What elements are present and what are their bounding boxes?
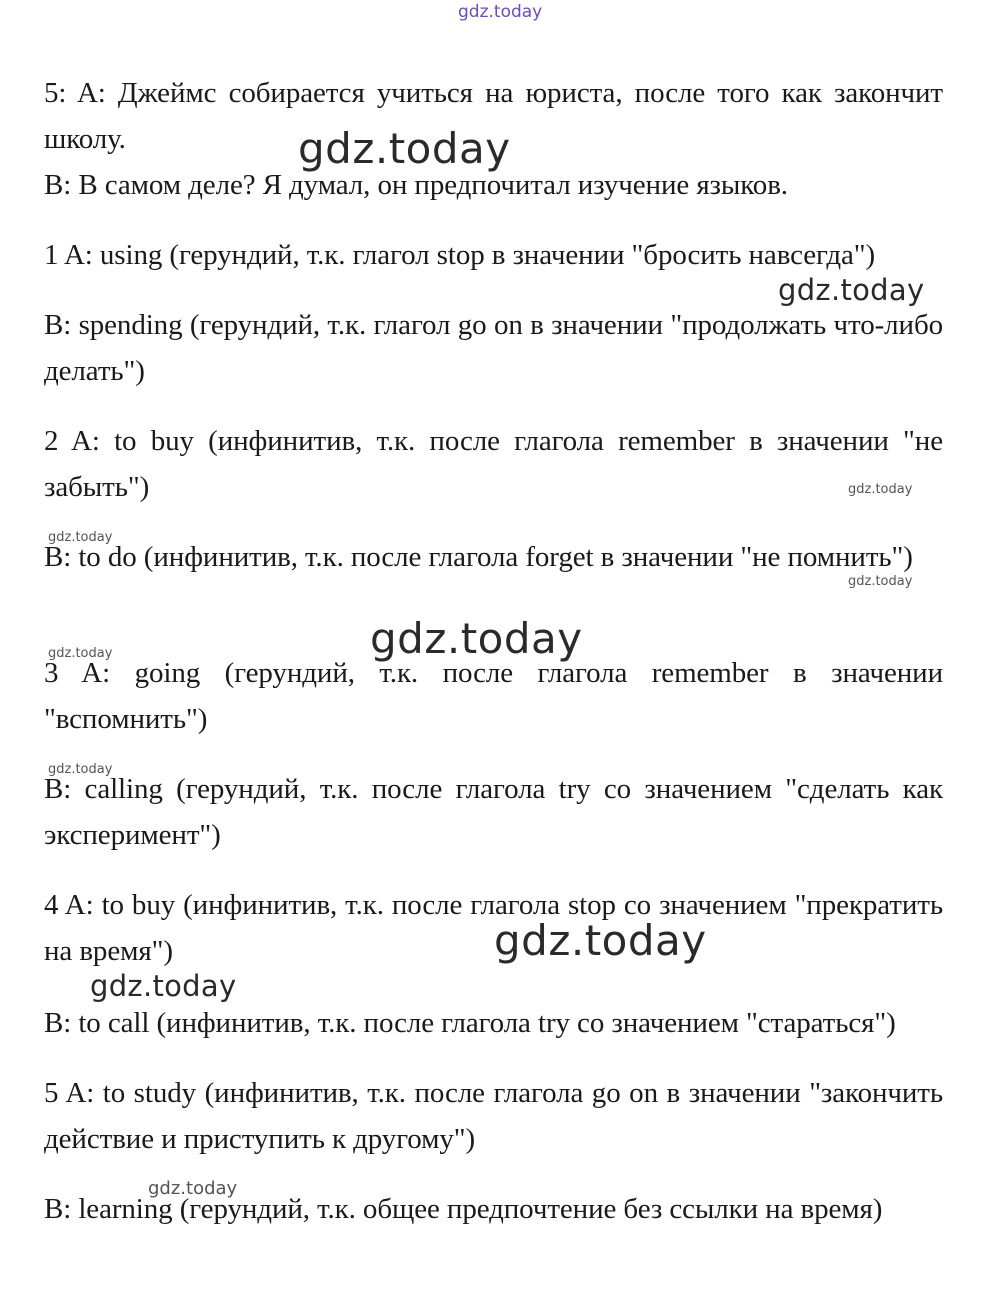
watermark: gdz.today bbox=[370, 614, 583, 663]
watermark: gdz.today bbox=[48, 762, 113, 777]
paragraph-4a: 4 A: to buy (инфинитив, т.к. после глагола stop со значением "прекратить на время") bbox=[44, 889, 943, 967]
watermark: gdz.today bbox=[48, 646, 113, 661]
watermark: gdz.today bbox=[90, 969, 237, 1003]
watermark: gdz.today bbox=[48, 530, 113, 545]
paragraph-intro-a: 5: A: Джеймс собирается учиться на юриста, после того как закончит школу. bbox=[44, 77, 943, 155]
watermark: gdz.today bbox=[848, 574, 913, 589]
watermark: gdz.today bbox=[778, 273, 925, 307]
paragraph-3a: 3 A: going (герундий, т.к. после глагола remember в значении "вспомнить") bbox=[44, 657, 943, 735]
watermark: gdz.today bbox=[148, 1178, 238, 1199]
watermark: gdz.today bbox=[494, 916, 707, 965]
watermark: gdz.today bbox=[298, 124, 511, 173]
paragraph-2b: B: to do (инфинитив, т.к. после глагола forget в значении "не помнить") bbox=[44, 541, 913, 573]
paragraph-5b: B: learning (герундий, т.к. общее предпочтение без ссылки на время) bbox=[44, 1193, 883, 1225]
paragraph-2a: 2 A: to buy (инфинитив, т.к. после глагола remember в значении "не забыть") bbox=[44, 425, 943, 503]
paragraph-4b: B: to call (инфинитив, т.к. после глагола try со значением "стараться") bbox=[44, 1007, 896, 1039]
paragraph-3b: B: calling (герундий, т.к. после глагола try со значением "сделать как эксперимент") bbox=[44, 773, 943, 851]
paragraph-1b: B: spending (герундий, т.к. глагол go on в значении "продолжать что-либо делать") bbox=[44, 309, 943, 387]
header-watermark: gdz.today bbox=[458, 2, 543, 22]
paragraph-1a: 1 A: using (герундий, т.к. глагол stop в значении "бросить навсегда") bbox=[44, 239, 876, 271]
watermark: gdz.today bbox=[848, 482, 913, 497]
paragraph-5a: 5 A: to study (инфинитив, т.к. после глагола go on в значении "закончить действие и приступить к другому") bbox=[44, 1077, 943, 1155]
paragraph-intro-b: B: В самом деле? Я думал, он предпочитал изучение языков. bbox=[44, 169, 788, 201]
